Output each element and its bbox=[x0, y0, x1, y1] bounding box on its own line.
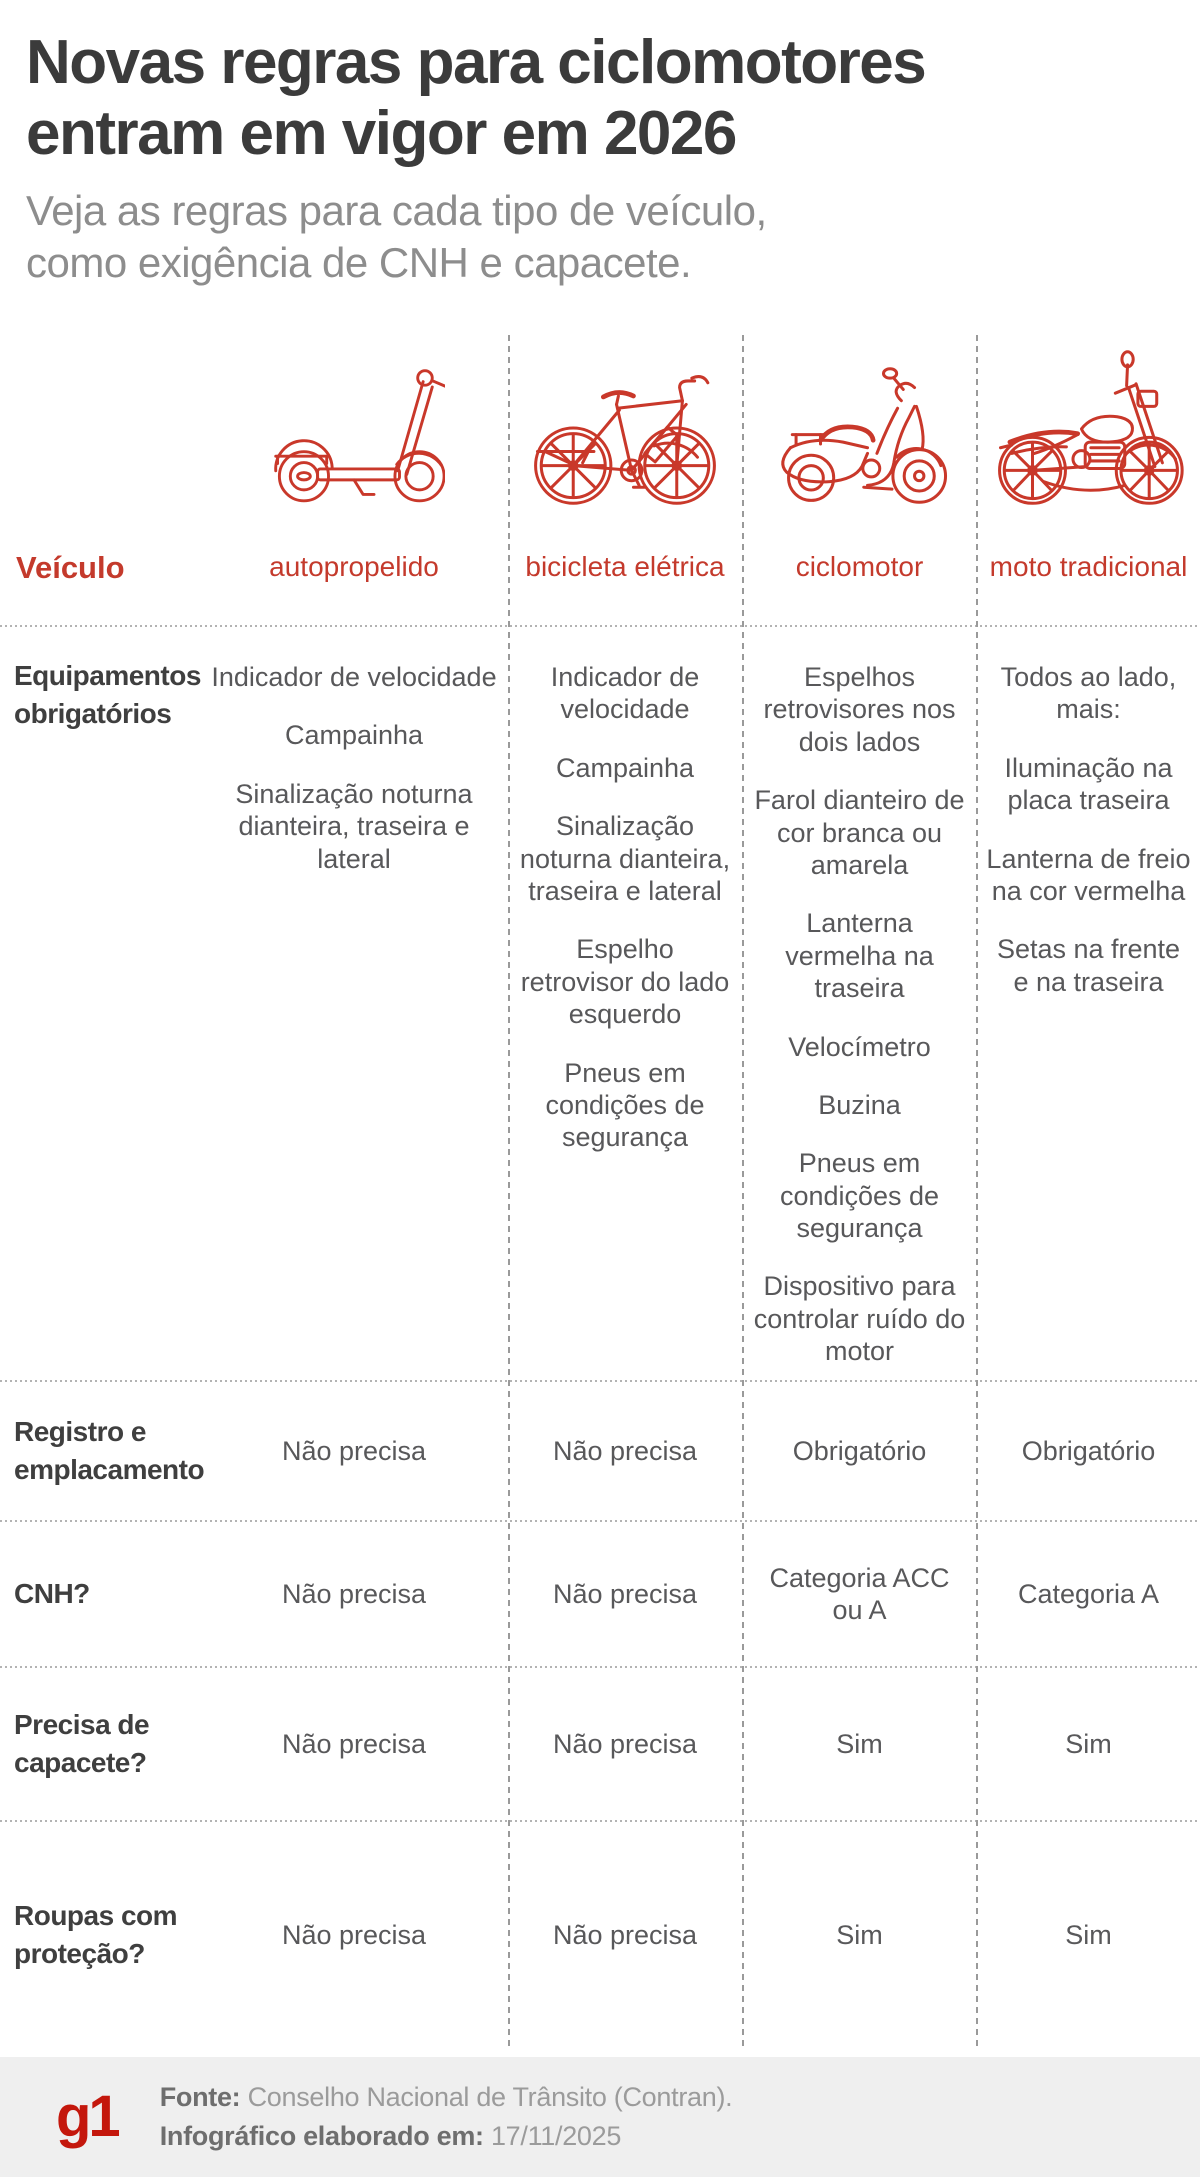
date-value: 17/11/2025 bbox=[490, 2121, 622, 2151]
cell-capacete-moto: Sim bbox=[1065, 1728, 1112, 1759]
list-item: Iluminação na placa traseira bbox=[1004, 752, 1173, 816]
moped-icon bbox=[742, 335, 977, 510]
g1-logo: g1 bbox=[56, 2084, 118, 2149]
list-item: Pneus em condições de segurança bbox=[779, 1148, 940, 1244]
title-line-1: Novas regras para ciclomotores bbox=[26, 28, 926, 97]
cell-roupas-bicicleta: Não precisa bbox=[552, 1919, 698, 1950]
row-label: Precisa de capacete? bbox=[14, 1709, 150, 1778]
cell-equipamentos-moto bbox=[977, 627, 1200, 1394]
source-value: Conselho Nacional de Trânsito (Contran). bbox=[247, 2081, 733, 2112]
cell-capacete-ciclomotor: Sim bbox=[836, 1728, 883, 1759]
row-label: Registro e emplacamento bbox=[14, 1416, 205, 1485]
column-label-autopropelido: autopropelido bbox=[269, 551, 439, 583]
table-row-cnh bbox=[0, 1522, 1200, 1666]
source-label: Fonte: bbox=[159, 2081, 241, 2112]
list-item: Sinalização noturna dianteira, traseira e lateral bbox=[235, 778, 473, 874]
cell-cnh-ciclomotor: Categoria ACC ou A bbox=[769, 1562, 950, 1625]
column-label-ciclomotor: ciclomotor bbox=[795, 551, 924, 583]
cell-capacete-autopropelido: Não precisa bbox=[281, 1728, 427, 1759]
list-item: Espelho retrovisor do lado esquerdo bbox=[520, 934, 730, 1030]
list-item: Sinalização noturna dianteira, traseira e lateral bbox=[519, 811, 731, 906]
row-header-veiculo: Veículo bbox=[16, 549, 125, 585]
cell-cnh-moto: Categoria A bbox=[1017, 1578, 1160, 1609]
cell-roupas-ciclomotor: Sim bbox=[836, 1919, 883, 1950]
table-row-equipamentos bbox=[0, 627, 1200, 1380]
cell-registro-moto: Obrigatório bbox=[1021, 1435, 1156, 1466]
motorcycle-icon bbox=[977, 335, 1200, 510]
list-item: Lanterna vermelha na traseira bbox=[785, 908, 934, 1004]
header bbox=[0, 0, 1200, 335]
page-subtitle bbox=[26, 185, 1180, 287]
date-line bbox=[160, 2117, 733, 2156]
list-item: Lanterna de freio na cor vermelha bbox=[986, 843, 1191, 906]
row-label: Equipamentos obrigatórios bbox=[14, 660, 201, 729]
cell-cnh-bicicleta: Não precisa bbox=[552, 1578, 698, 1609]
title-line-2: entram em vigor em 2026 bbox=[26, 98, 736, 168]
cell-capacete-bicicleta: Não precisa bbox=[552, 1728, 698, 1759]
kick-scooter-icon bbox=[200, 335, 508, 510]
row-label: Roupas com proteção? bbox=[14, 1900, 178, 1969]
column-divider bbox=[976, 335, 978, 2048]
column-label-moto-tradicional: moto tradicional bbox=[989, 551, 1188, 583]
credits bbox=[160, 2078, 733, 2156]
cell-registro-bicicleta: Não precisa bbox=[552, 1435, 698, 1466]
electric-bicycle-icon bbox=[508, 335, 742, 510]
cell-roupas-autopropelido: Não precisa bbox=[281, 1919, 427, 1950]
list-item: Buzina bbox=[818, 1089, 901, 1120]
list-item: Espelhos retrovisores nos dois lados bbox=[763, 662, 956, 757]
page-title bbox=[26, 28, 1180, 169]
comparison-table bbox=[0, 335, 1200, 2048]
cell-equipamentos-bicicleta bbox=[508, 627, 742, 1394]
table-row-capacete bbox=[0, 1668, 1200, 1820]
list-item: Velocímetro bbox=[788, 1031, 931, 1062]
cell-equipamentos-ciclomotor bbox=[742, 627, 977, 1394]
list-item: Setas na frente e na traseira bbox=[996, 934, 1181, 997]
list-item: Pneus em condições de segurança bbox=[545, 1057, 705, 1153]
list-item: Campainha bbox=[555, 752, 695, 783]
list-item: Indicador de velocidade bbox=[550, 662, 700, 725]
cell-registro-autopropelido: Não precisa bbox=[281, 1435, 427, 1466]
footer bbox=[0, 2057, 1200, 2177]
table-row-registro bbox=[0, 1382, 1200, 1520]
cell-cnh-autopropelido: Não precisa bbox=[281, 1578, 427, 1609]
source-line bbox=[160, 2078, 733, 2117]
column-divider bbox=[742, 335, 744, 2048]
list-item: Dispositivo para controlar ruído do motor bbox=[753, 1271, 966, 1367]
column-divider bbox=[508, 335, 510, 2048]
footer-gap bbox=[0, 2048, 1200, 2057]
subtitle-line-2: como exigência de CNH e capacete. bbox=[26, 238, 692, 286]
subtitle-line-1: Veja as regras para cada tipo de veículo, bbox=[26, 187, 767, 235]
column-header-row bbox=[0, 510, 1200, 625]
column-label-bicicleta-eletrica: bicicleta elétrica bbox=[525, 551, 725, 583]
table-row-roupas bbox=[0, 1822, 1200, 2048]
cell-equipamentos-autopropelido bbox=[200, 627, 508, 1394]
list-item: Indicador de velocidade bbox=[211, 662, 497, 692]
list-item: Farol dianteiro de cor branca ou amarela bbox=[754, 785, 965, 880]
cell-registro-ciclomotor: Obrigatório bbox=[792, 1435, 927, 1466]
list-item: Campainha bbox=[284, 720, 424, 751]
date-label: Infográfico elaborado em: bbox=[159, 2121, 484, 2151]
cell-roupas-moto: Sim bbox=[1065, 1919, 1112, 1950]
row-label: CNH? bbox=[14, 1578, 90, 1610]
list-item: Todos ao lado, mais: bbox=[1000, 662, 1177, 725]
vehicle-icons-row bbox=[0, 335, 1200, 510]
